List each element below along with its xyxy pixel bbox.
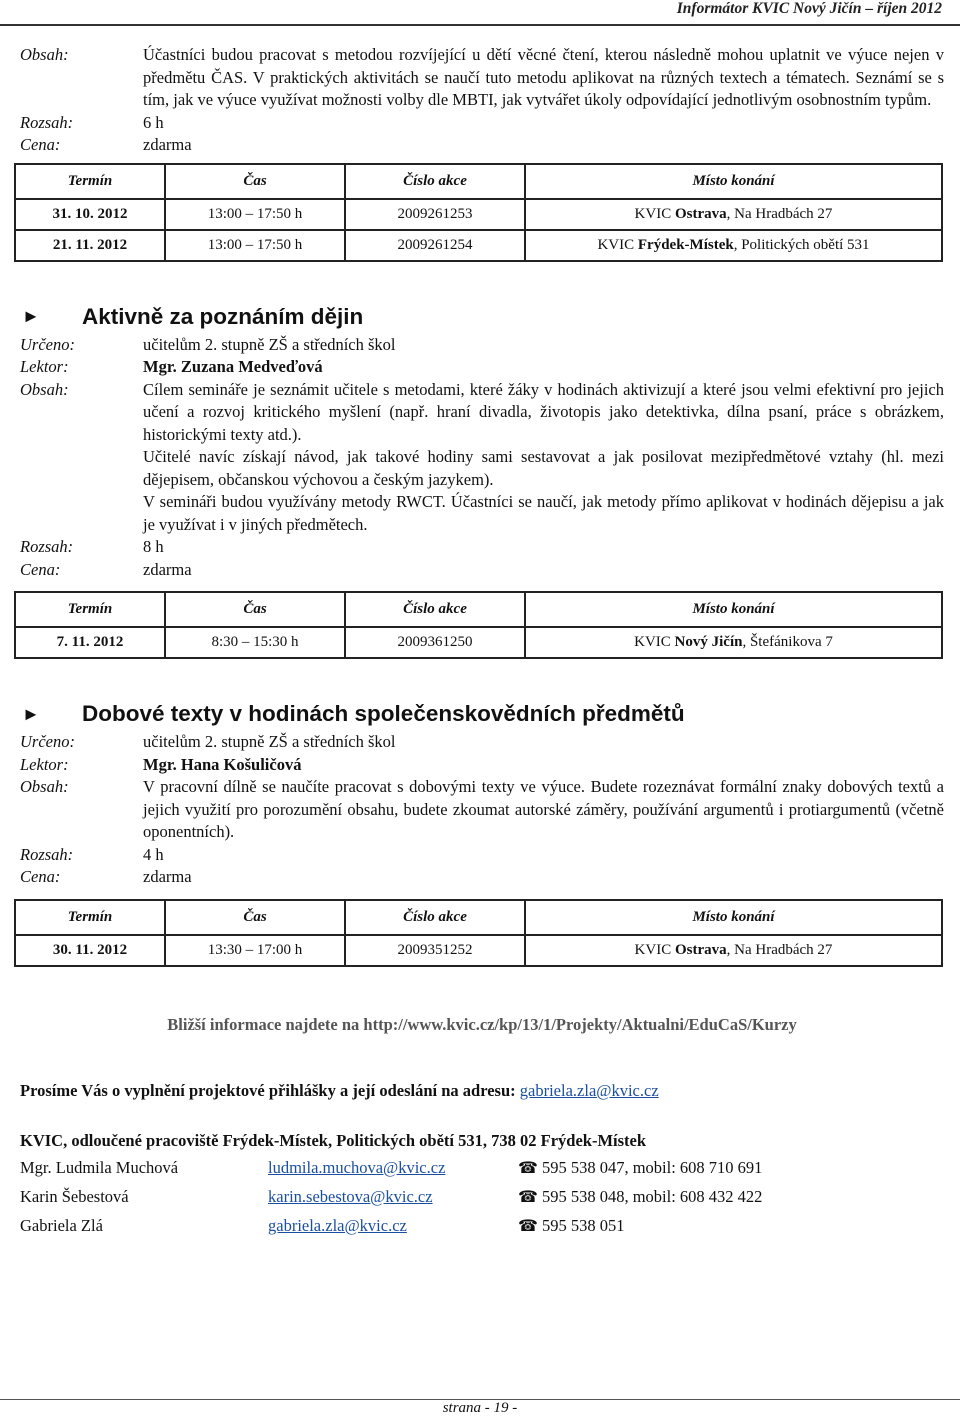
contact-name: Gabriela Zlá [20, 1215, 103, 1235]
course2-lektor: Mgr. Zuzana Medveďová [143, 357, 323, 376]
course2-rozsah-row [20, 536, 944, 559]
misto-address: , Na Hradbách 27 [726, 205, 833, 222]
misto-address: , Politických obětí 531 [733, 236, 870, 253]
page-header [0, 0, 960, 22]
course1-cena: zdarma [143, 135, 192, 154]
course2-title-text: Aktivně za poznáním dějin [82, 303, 364, 329]
misto-city: Ostrava [674, 941, 727, 958]
col-cislo: Číslo akce [345, 900, 525, 935]
contact-phone [518, 1183, 944, 1212]
course2-schedule-table [14, 591, 943, 659]
contact-phone-text: 595 538 051 [541, 1215, 625, 1235]
contact-phone [518, 1212, 944, 1241]
label-urceno: Určeno: [20, 732, 75, 751]
contact-name: Karin Šebestová [20, 1186, 129, 1206]
course2-lektor-row [20, 356, 944, 379]
course2-obsah-row [20, 379, 944, 537]
cislo-cell: 2009351252 [345, 935, 525, 966]
label-lektor: Lektor: [20, 357, 69, 376]
header-rule [0, 24, 960, 26]
request-line [20, 1081, 944, 1101]
misto-city: Nový Jičín [674, 634, 743, 650]
request-text: Prosíme Vás o vyplnění projektové přihlášky a její odeslání na adresu: [20, 1080, 516, 1100]
label-obsah: Obsah: [20, 379, 69, 399]
misto-address: , Na Hradbách 27 [726, 941, 833, 958]
request-email-link[interactable]: gabriela.zla@kvic.cz [519, 1080, 659, 1100]
list-item [20, 1183, 944, 1212]
col-termin: Termín [15, 900, 165, 935]
cislo-cell: 2009261254 [345, 230, 525, 261]
col-misto: Místo konání [525, 592, 942, 627]
course3-urceno: učitelům 2. stupně ZŠ a středních škol [143, 732, 396, 751]
phone-icon: ☎ [518, 1188, 538, 1206]
termin-cell: 21. 11. 2012 [15, 230, 165, 261]
course3-title-text: Dobové texty v hodinách společenskovědních předmětů [82, 701, 685, 726]
termin-cell: 30. 11. 2012 [15, 935, 165, 966]
office-address: KVIC, odloučené pracoviště Frýdek-Místek, Politických obětí 531, 738 02 Frýdek-Místek [20, 1130, 647, 1150]
page-content [20, 44, 944, 1241]
col-cislo: Číslo akce [345, 592, 525, 627]
col-cas: Čas [165, 164, 345, 199]
misto-city: Ostrava [674, 205, 727, 222]
contact-phone [518, 1154, 944, 1183]
table-header-row [15, 592, 942, 627]
col-termin: Termín [15, 592, 165, 627]
course3-cena-row [20, 866, 944, 889]
course3-urceno-row [20, 731, 944, 754]
label-cena: Cena: [20, 559, 61, 579]
course1-schedule-table [14, 163, 943, 262]
table-row [15, 627, 942, 658]
misto-prefix: KVIC [597, 236, 638, 253]
label-cena: Cena: [20, 867, 61, 886]
col-termin: Termín [15, 164, 165, 199]
misto-cell [525, 627, 942, 658]
misto-cell [525, 230, 942, 261]
misto-prefix: KVIC [634, 941, 675, 958]
course3-title [22, 701, 944, 727]
course2-title [22, 304, 944, 330]
course2-obsah-p1: Cílem semináře je seznámit učitele s metodami, které žáky v hodinách aktivizují a které jsou velmi efektivní pro jejich učení a rozvoj kritického myšlení (např. hraní divadla, životopis jako detektivka, dílna psaní, práce s obrázkem, historickými texty atd.). [143, 379, 944, 444]
label-rozsah: Rozsah: [20, 844, 74, 864]
course2-cena: zdarma [143, 559, 192, 579]
course1-rozsah: 6 h [143, 112, 164, 132]
table-row [15, 230, 942, 261]
course2-urceno-row [20, 334, 944, 357]
label-obsah: Obsah: [20, 777, 69, 796]
label-lektor: Lektor: [20, 754, 69, 774]
cislo-cell: 2009361250 [345, 627, 525, 658]
table-header-row [15, 900, 942, 935]
label-rozsah: Rozsah: [20, 537, 74, 556]
misto-address: , Štefánikova 7 [742, 634, 833, 650]
arrow-icon: ► [22, 306, 40, 326]
course3-cena: zdarma [143, 867, 192, 886]
more-info-note: Bližší informace najdete na http://www.kvic.cz/kp/13/1/Projekty/Aktualni/EduCaS/Kurzy [167, 1014, 797, 1034]
label-urceno: Určeno: [20, 334, 75, 354]
header-title: Informátor KVIC Nový Jičín – říjen 2012 [676, 0, 942, 17]
cas-cell: 13:00 – 17:50 h [165, 199, 345, 230]
course1-rozsah-row [20, 112, 944, 135]
col-cas: Čas [165, 592, 345, 627]
termin-cell: 31. 10. 2012 [15, 199, 165, 230]
course3-rozsah: 4 h [143, 844, 164, 864]
course2-obsah-p3: V semináři budou využívány metody RWCT. Účastníci se naučí, jak metody přímo aplikovat v hodinách dějepisu a jak je využívat i v jiných předmětech. [143, 492, 944, 534]
cas-cell: 8:30 – 15:30 h [165, 627, 345, 658]
contact-phone-text: 595 538 047, mobil: 608 710 691 [541, 1157, 763, 1177]
cislo-cell: 2009261253 [345, 199, 525, 230]
phone-icon: ☎ [518, 1159, 538, 1177]
col-misto: Místo konání [525, 900, 942, 935]
course3-schedule-table [14, 899, 943, 967]
misto-prefix: KVIC [634, 205, 675, 222]
misto-cell [525, 935, 942, 966]
misto-prefix: KVIC [634, 634, 675, 650]
course2-rozsah: 8 h [143, 537, 164, 556]
page-footer [0, 1399, 960, 1418]
list-item [20, 1154, 944, 1183]
table-header-row [15, 164, 942, 199]
label-cena: Cena: [20, 135, 61, 154]
course2-obsah [143, 379, 944, 537]
course2-cena-row [20, 559, 944, 582]
page-number: strana - 19 - [442, 1400, 518, 1416]
course2-urceno: učitelům 2. stupně ZŠ a středních škol [143, 334, 396, 354]
cas-cell: 13:30 – 17:00 h [165, 935, 345, 966]
arrow-icon: ► [22, 703, 40, 724]
contact-email-link[interactable]: karin.sebestova@kvic.cz [268, 1186, 433, 1206]
phone-icon: ☎ [518, 1217, 538, 1235]
table-row [15, 199, 942, 230]
label-obsah: Obsah: [20, 45, 69, 64]
course3-lektor: Mgr. Hana Košuličová [143, 754, 302, 774]
col-misto: Místo konání [525, 164, 942, 199]
contacts-list [20, 1154, 944, 1241]
course1-obsah-row [20, 44, 944, 112]
label-rozsah: Rozsah: [20, 112, 74, 132]
course1-cena-row [20, 134, 944, 157]
termin-cell: 7. 11. 2012 [15, 627, 165, 658]
col-cislo: Číslo akce [345, 164, 525, 199]
misto-city: Frýdek-Místek [637, 236, 734, 253]
misto-cell [525, 199, 942, 230]
course3-lektor-row [20, 754, 944, 777]
course3-obsah-row [20, 776, 944, 844]
list-item [20, 1212, 944, 1241]
contact-email-link[interactable]: gabriela.zla@kvic.cz [268, 1215, 407, 1235]
course3-obsah: V pracovní dílně se naučíte pracovat s dobovými texty ve výuce. Budete rozeznávat formální znaky dobových textů a jejich využití pro porozumění obsahu, budete zkoumat autorské záměry, používání argumentů i protiargumentů (včetně oponentních). [143, 777, 944, 841]
contact-email-link[interactable]: ludmila.muchova@kvic.cz [268, 1157, 446, 1177]
table-row [15, 935, 942, 966]
cas-cell: 13:00 – 17:50 h [165, 230, 345, 261]
course1-obsah: Účastníci budou pracovat s metodou rozvíjející u dětí věcné čtení, kterou následně mohou uplatnit ve výuce nejen v předmětu ČAS. V praktických aktivitách se naučí tuto metodu aplikovat na různých textech a tématech. Seznámí se s tím, jak ve výuce využívat možnosti volby dle MBTI, jak vytvářet úkoly odpovídající jednotlivým osobnostním typům. [143, 45, 944, 109]
contact-phone-text: 595 538 048, mobil: 608 432 422 [541, 1186, 763, 1206]
course3-rozsah-row [20, 844, 944, 867]
contact-name: Mgr. Ludmila Muchová [20, 1157, 179, 1177]
course2-obsah-p2: Učitelé navíc získají návod, jak takové hodiny sami sestavovat a jak posilovat mezipředmětové vztahy (hl. mezi dějepisem, občanskou výchovou a českým jazykem). [143, 447, 944, 489]
col-cas: Čas [165, 900, 345, 935]
